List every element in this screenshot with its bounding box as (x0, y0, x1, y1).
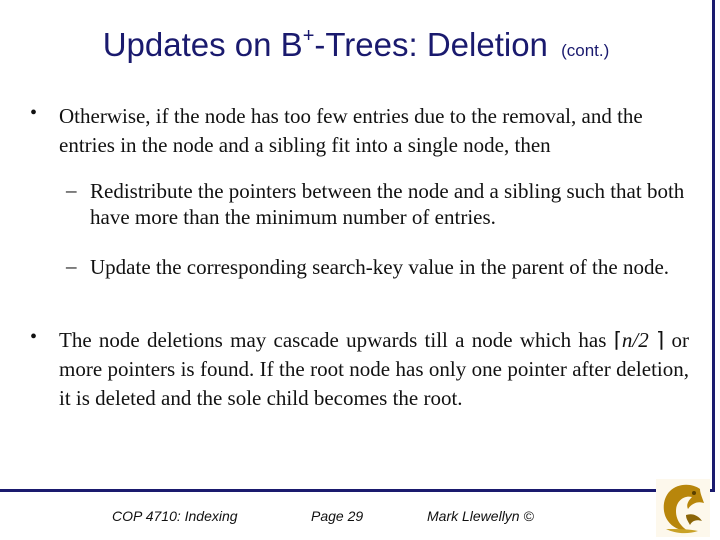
title-main: Updates on B (102, 26, 303, 63)
bullet-marker: • (30, 326, 38, 348)
slide-border-bottom (0, 489, 715, 492)
slide-border-right (712, 0, 715, 492)
sub-bullet-1-text: Redistribute the pointers between the node and a sibling such that both have more than the minimum number of entries. (90, 179, 685, 229)
bullet-marker: • (30, 102, 38, 124)
bullet-1-text: Otherwise, if the node has too few entries due to the removal, and the entries in the node and a sibling fit into a single node, then (59, 104, 643, 157)
ceiling-value: n/2 (621, 328, 649, 352)
sub-bullet-marker: – (66, 254, 77, 278)
title-superscript: + (302, 25, 315, 47)
bullet-2-text-before: The node deletions may cascade upwards till a node which has (59, 328, 614, 352)
title-cont: (cont.) (561, 41, 610, 60)
ceiling-right-bracket: ⌉ (648, 328, 665, 352)
ceiling-left-bracket: ⌈ (613, 328, 622, 352)
footer-author: Mark Llewellyn © (427, 508, 534, 524)
bullet-2-text (59, 326, 689, 413)
page-title (0, 26, 712, 64)
footer-course: COP 4710: Indexing (112, 508, 238, 524)
title-rest: -Trees: Deletion (314, 26, 558, 63)
bullet-2-text-after: or more pointers is found. If the root node has only one pointer after deletion, it is deleted and the sole child becomes the root. (59, 328, 689, 410)
pegasus-logo-icon (656, 479, 710, 537)
footer-page: Page 29 (311, 508, 364, 524)
sub-bullet-2-text: Update the corresponding search-key value in the parent of the node. (90, 255, 670, 279)
sub-bullet-marker: – (66, 178, 77, 202)
